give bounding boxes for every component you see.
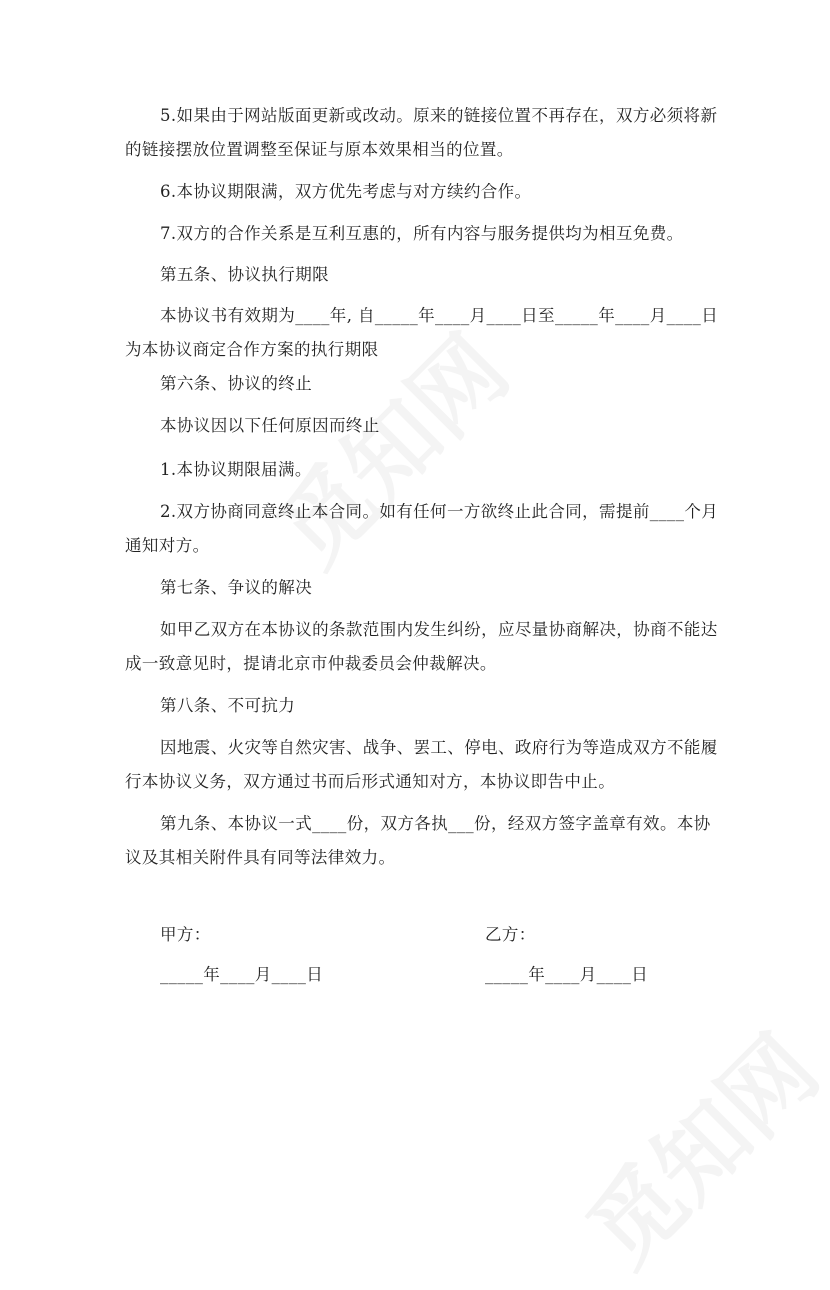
paragraph-line: 6.本协议期限满，双方优先考虑与对方续约合作。 [160, 182, 532, 201]
paragraph-line: 成一致意见时，提请北京市仲裁委员会仲裁解决。 [125, 654, 497, 673]
paragraph-line: 7.双方的合作关系是互利互惠的，所有内容与服务提供均为相互免费。 [160, 224, 684, 243]
party-a-date: _____年____月____日 [160, 965, 324, 984]
paragraph-line: 2.双方协商同意终止本合同。如有任何一方欲终止此合同，需提前____个月 [160, 502, 719, 521]
watermark [554, 1002, 830, 1290]
paragraph-line: 如甲乙双方在本协议的条款范围内发生纠纷，应尽量协商解决，协商不能达 [160, 620, 718, 639]
paragraph-line: 因地震、火灾等自然灾害、战争、罢工、停电、政府行为等造成双方不能履 [160, 738, 718, 757]
paragraph-line: 的链接摆放位置调整至保证与原本效果相当的位置。 [125, 140, 514, 159]
party-b-date: _____年____月____日 [485, 965, 649, 984]
section-heading: 第八条、不可抗力 [160, 696, 296, 715]
paragraph-line: 5.如果由于网站版面更新或改动。原来的链接位置不再存在，双方必须将新 [160, 106, 718, 125]
paragraph-line: 行本协议义务，双方通过书而后形式通知对方，本协议即告中止。 [125, 772, 616, 791]
section-heading: 第五条、协议执行期限 [160, 265, 329, 284]
paragraph-line: 通知对方。 [125, 536, 210, 555]
party-a-label: 甲方： [160, 925, 211, 944]
section-heading: 第六条、协议的终止 [160, 374, 313, 393]
paragraph-line: 本协议因以下任何原因而终止 [160, 416, 380, 435]
paragraph-line: 1.本协议期限届满。 [160, 460, 312, 479]
section-heading: 第七条、争议的解决 [160, 578, 313, 597]
paragraph-line: 为本协议商定合作方案的执行期限 [125, 340, 379, 359]
paragraph-line: 本协议书有效期为____年, 自_____年____月____日至_____年____月____日 [160, 306, 719, 325]
paragraph-line: 议及其相关附件具有同等法律效力。 [125, 848, 396, 867]
party-b-label: 乙方： [485, 925, 536, 944]
paragraph-line: 第九条、本协议一式____份，双方各执___份，经双方签字盖章有效。本协 [160, 814, 711, 833]
